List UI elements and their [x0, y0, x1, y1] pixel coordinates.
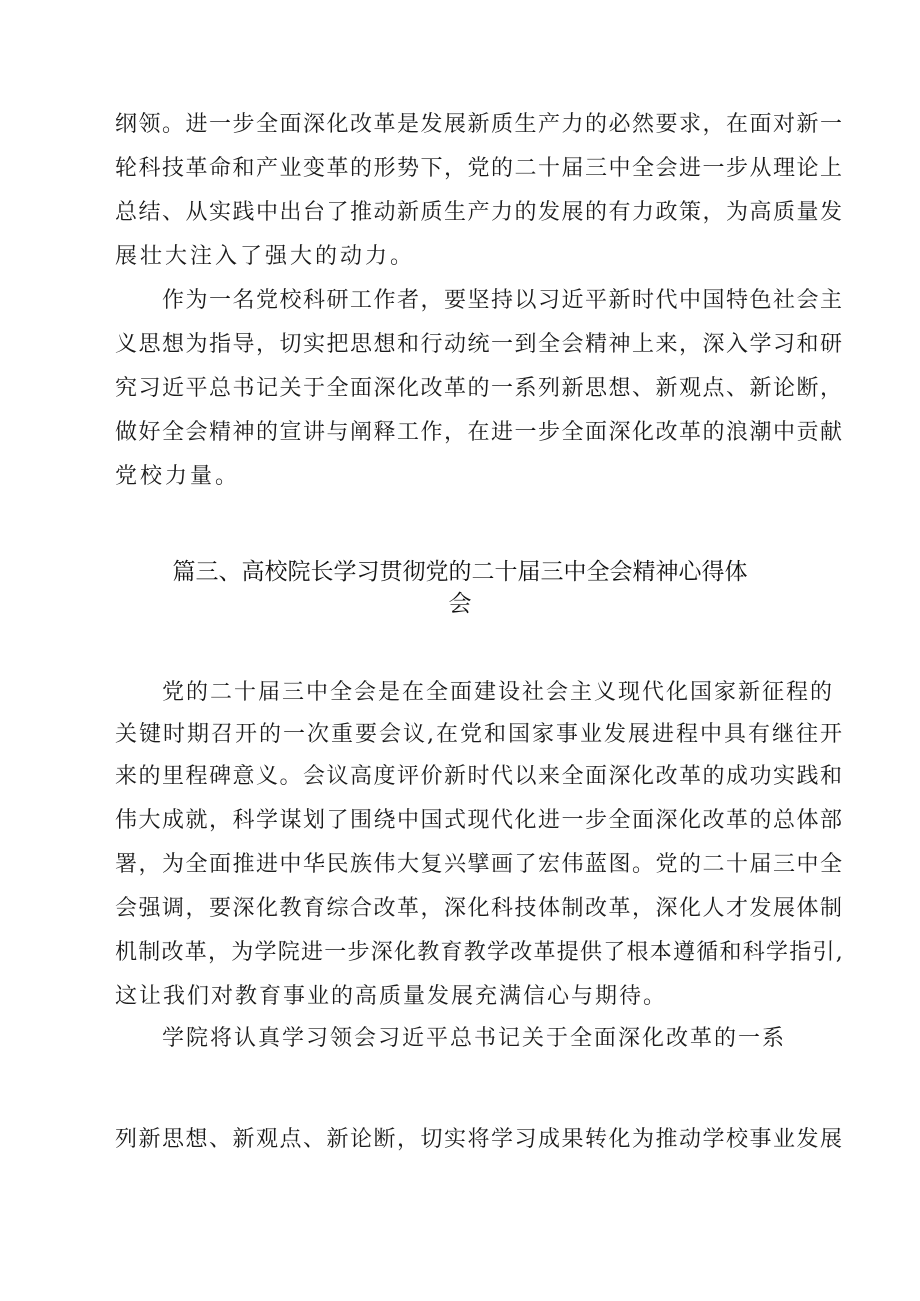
- text-line: 来的里程碑意义。会议高度评价新时代以来全面深化改革的成功实践和: [115, 764, 844, 789]
- heading-line: 篇三、高校院长学习贯彻党的二十届三中全会精神心得体: [172, 559, 748, 585]
- text-line: 学院将认真学习领会习近平总书记关于全面深化改革的一系: [162, 1026, 787, 1051]
- text-line: 会强调，要深化教育综合改革，深化科技体制改革，深化人才发展体制: [115, 896, 844, 921]
- text-line: 义思想为指导，切实把思想和行动统一到全会精神上来，深入学习和研: [115, 332, 844, 357]
- text-line: 署，为全面推进中华民族伟大复兴擘画了宏伟蓝图。党的二十届三中全: [115, 852, 844, 877]
- text-line: 总结、从实践中出台了推动新质生产力的发展的有力政策，为高质量发: [115, 200, 844, 225]
- text-line: 作为一名党校科研工作者，要坚持以习近平新时代中国特色社会主: [162, 288, 844, 313]
- text-line: 纲领。进一步全面深化改革是发展新质生产力的必然要求，在面对新一: [115, 112, 844, 137]
- text-line: 伟大成就，科学谋划了围绕中国式现代化进一步全面深化改革的总体部: [115, 808, 844, 833]
- text-line: 列新思想、新观点、新论断，切实将学习成果转化为推动学校事业发展: [115, 1127, 844, 1152]
- text-line: 机制改革，为学院进一步深化教育教学改革提供了根本遵循和科学指引,: [115, 940, 844, 965]
- text-line: 展壮大注入了强大的动力。: [115, 244, 416, 269]
- text-line: 做好全会精神的宣讲与阐释工作，在进一步全面深化改革的浪潮中贡献: [115, 420, 844, 445]
- text-line: 党的二十届三中全会是在全面建设社会主义现代化国家新征程的: [162, 680, 835, 705]
- text-line: 关键时期召开的一次重要会议,在党和国家事业发展进程中具有继往开: [115, 722, 844, 747]
- text-line: 究习近平总书记关于全面深化改革的一系列新思想、新观点、新论断，: [115, 376, 844, 401]
- text-line: 轮科技革命和产业变革的形势下，党的二十届三中全会进一步从理论上: [115, 156, 844, 181]
- heading-line: 会: [448, 591, 472, 617]
- text-line: 党校力量。: [115, 464, 241, 489]
- text-line: 这让我们对教育事业的高质量发展充满信心与期待。: [115, 984, 668, 1009]
